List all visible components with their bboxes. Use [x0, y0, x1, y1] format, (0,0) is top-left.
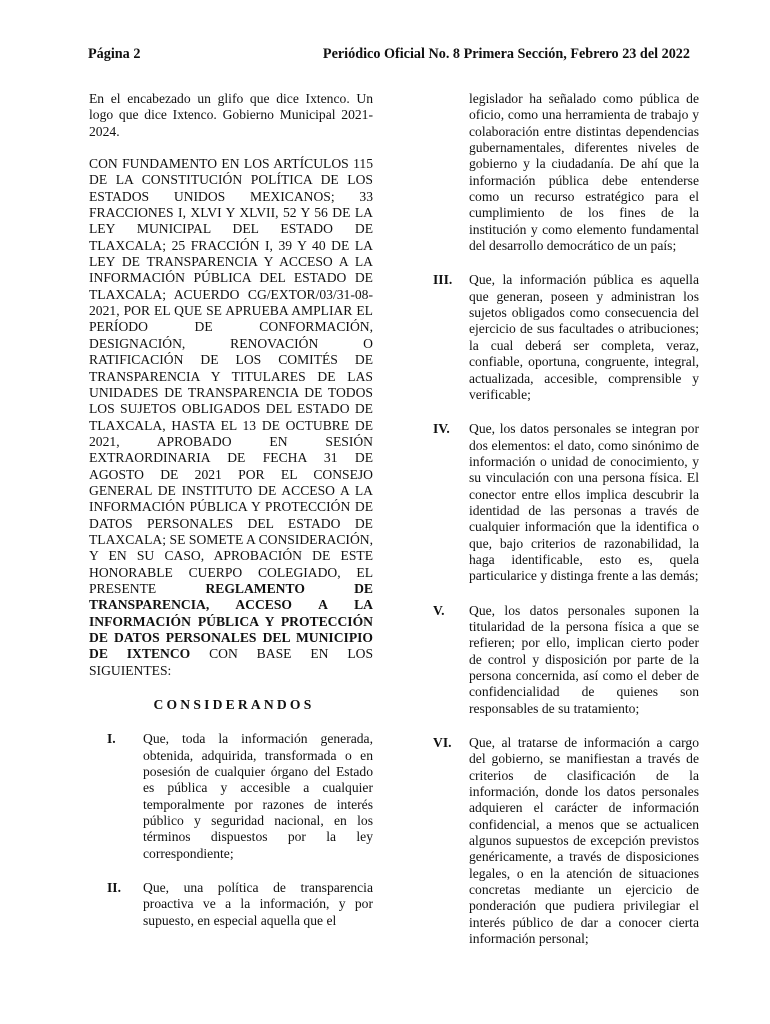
considerando-item [433, 272, 699, 403]
reglamento-title: REGLAMENTO DE TRANSPARENCIA, ACCESO A LA INFORMACIÓN PÚBLICA Y PROTECCIÓN DE DATOS PERSONALES DEL MUNICIPIO DE IXTENCO [89, 580, 373, 662]
item-text: Que, los datos personales se integran por dos elementos: el dato, como sinónimo de información o unidad de conocimiento, y su vinculación con una persona física. El conector entre ellos implica descubrir la identidad de las personas a través de cualquier información que la identifica o que, bajo criterios de razonabilidad, la haga identificable, esto es, quela particularice y distinga frente a las demás; [469, 421, 699, 584]
considerando-item [433, 603, 699, 717]
page-number: Página 2 [88, 46, 141, 62]
considerando-item [433, 421, 699, 584]
item-text: Que, una política de transparencia proactiva ve a la información, y por supuesto, en especial aquella que el [143, 880, 373, 928]
page-header [88, 46, 690, 66]
item-number: IV. [433, 421, 450, 437]
item-number: V. [433, 602, 445, 618]
item-number: II. [107, 880, 121, 896]
publication-title: Periódico Oficial No. 8 Primera Sección, Febrero 23 del 2022 [322, 46, 690, 62]
item-text: Que, toda la información generada, obtenida, adquirida, transformada o en posesión de cualquier órgano del Estado es pública y accesible a cualquier temporalmente por razones de interés público y seguridad nacional, en los términos dispuestos por la ley correspondiente; [143, 731, 373, 861]
left-column [89, 91, 373, 929]
fundamento-closing: CON BASE EN LOS SIGUIENTES: [89, 646, 373, 678]
item-text: Que, los datos personales suponen la titularidad de la persona física a que se refieren; por ello, implican cierto poder de control y disposición por parte de la persona concernida, así como el deber de confidencialidad de quienes son responsables de su tratamiento; [469, 602, 699, 716]
considerando-item [89, 731, 373, 862]
item-text: Que, la información pública es aquella que generan, poseen y administran los sujetos obligados como consecuencia del ejercicio de sus facultades o atribuciones; la cual deberá ser completa, veraz, confiable, oportuna, congruente, integral, actualizada, accesible, comprensible y verificable; [469, 272, 699, 402]
considerando-item [89, 880, 373, 929]
right-column [433, 91, 699, 948]
fundamento-paragraph [89, 156, 373, 679]
fundamento-text: CON FUNDAMENTO EN LOS ARTÍCULOS 115 DE LA CONSTITUCIÓN POLÍTICA DE LOS ESTADOS UNIDOS MEXICANOS; 33 FRACCIONES I, XLVI Y XLVII, 52 Y 56 DE LA LEY MUNICIPAL DEL ESTADO DE TLAXCALA; 25 FRACCIÓN I, 39 Y 40 DE LA LEY DE TRANSPARENCIA Y ACCESO A LA INFORMACIÓN PÚBLICA DEL ESTADO DE TLAXCALA; ACUERDO CG/EXTOR/03/31-08-2021, POR EL QUE SE APRUEBA AMPLIAR EL PERÍODO DE CONFORMACIÓN, DESIGNACIÓN, RENOVACIÓN O RATIFICACIÓN DE LOS COMITÉS DE TRANSPARENCIA Y TITULARES DE LAS UNIDADES DE TRANSPARENCIA DE TODOS LOS SUJETOS OBLIGADOS DEL ESTADO DE TLAXCALA, HASTA EL 13 DE OCTUBRE DE 2021, APROBADO EN SESIÓN EXTRAORDINARIA DE FECHA 31 DE AGOSTO DE 2021 POR EL CONSEJO GENERAL DE INSTITUTO DE ACCESO A LA INFORMACIÓN PÚBLICA Y PROTECCIÓN DE DATOS PERSONALES DEL ESTADO DE TLAXCALA; SE SOMETE A CONSIDERACIÓN, Y EN SU CASO, APROBACIÓN DE ESTE HONORABLE CUERPO COLEGIADO, EL PRESENTE [89, 156, 373, 596]
item-number: III. [433, 272, 453, 288]
item-text: Que, al tratarse de información a cargo del gobierno, se manifiestan a través de criterios de clasificación de la información, donde los datos personales adquieren el carácter de información confidencial, a menos que se actualicen algunos supuestos de excepción previstos genéricamente, a través de disposiciones legales, o en la atención de situaciones concretas mediante un ejercicio de ponderación que pudiera privilegiar el interés público de dar a conocer cierta información personal; [469, 735, 699, 947]
intro-paragraph: En el encabezado un glifo que dice Ixtenco. Un logo que dice Ixtenco. Gobierno Municipal 2021-2024. [89, 91, 373, 139]
item-number: VI. [433, 735, 452, 751]
continuation-paragraph: legislador ha señalado como pública de oficio, como una herramienta de trabajo y colaboración entre distintas dependencias gubernamentales, diferentes niveles de gobierno y la ciudadanía. De ahí que la información pública debe entenderse como un recurso estratégico para el cumplimiento de los fines de la institución y como elemento fundamental del desarrollo democrático de un país; [469, 91, 699, 254]
considerando-item [433, 735, 699, 947]
item-number: I. [107, 731, 116, 747]
considerandos-heading: CONSIDERANDOS [153, 697, 315, 713]
